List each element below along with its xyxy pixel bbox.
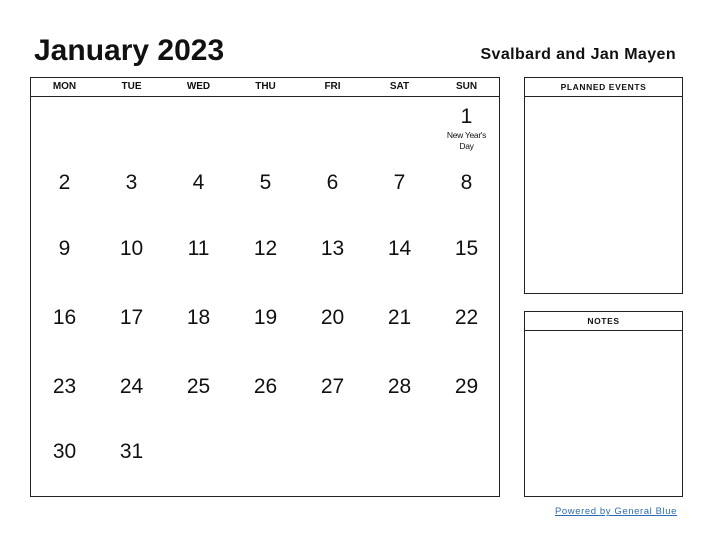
date-cell: 9 <box>58 237 71 260</box>
date-cell: 29 <box>454 375 479 398</box>
date-cell: 14 <box>387 237 412 260</box>
weekday-tue: TUE <box>121 81 142 92</box>
date-cell: 4 <box>192 171 205 194</box>
weekday-sat: SAT <box>389 81 410 92</box>
date-cell: 8 <box>460 171 473 194</box>
date-cell: 19 <box>253 306 278 329</box>
date-cell: 11 <box>187 237 210 260</box>
date-cell: 28 <box>387 375 412 398</box>
date-cell: 1 <box>460 105 473 128</box>
date-cell: 3 <box>125 171 138 194</box>
calendar-grid <box>30 77 500 497</box>
notes-heading: NOTES <box>525 312 682 331</box>
weekday-sun: SUN <box>455 81 478 92</box>
date-cell: 13 <box>320 237 345 260</box>
date-cell: 23 <box>52 375 77 398</box>
date-cell: 5 <box>259 171 272 194</box>
powered-by-link[interactable]: Powered by General Blue <box>554 506 677 517</box>
date-cell: 26 <box>253 375 278 398</box>
weekday-header-row <box>31 78 499 97</box>
date-cell: 24 <box>119 375 144 398</box>
planned-events-heading: PLANNED EVENTS <box>525 78 682 97</box>
date-cell: 25 <box>186 375 211 398</box>
date-cell: 31 <box>119 440 144 463</box>
weekday-wed: WED <box>186 81 211 92</box>
date-cell: 22 <box>454 306 479 329</box>
notes-panel <box>524 311 683 497</box>
weekday-thu: THU <box>255 81 276 92</box>
weekday-fri: FRI <box>324 81 341 92</box>
planned-events-panel <box>524 77 683 294</box>
date-cell: 7 <box>393 171 406 194</box>
date-cell: 30 <box>52 440 77 463</box>
date-cell: 20 <box>320 306 345 329</box>
date-cell: 15 <box>454 237 479 260</box>
date-cell: 16 <box>52 306 77 329</box>
holiday-label: Day <box>459 141 474 151</box>
date-cell: 12 <box>253 237 278 260</box>
date-cell: 27 <box>320 375 345 398</box>
weekday-mon: MON <box>52 81 77 92</box>
date-cell: 18 <box>186 306 211 329</box>
date-cell: 6 <box>326 171 339 194</box>
date-cell: 2 <box>58 171 71 194</box>
date-cell: 10 <box>119 237 144 260</box>
page-title: January 2023 <box>34 34 225 67</box>
country-name: Svalbard and Jan Mayen <box>480 46 676 63</box>
date-cell: 17 <box>119 306 144 329</box>
date-cell: 21 <box>387 306 412 329</box>
holiday-label: New Year's <box>446 130 487 140</box>
